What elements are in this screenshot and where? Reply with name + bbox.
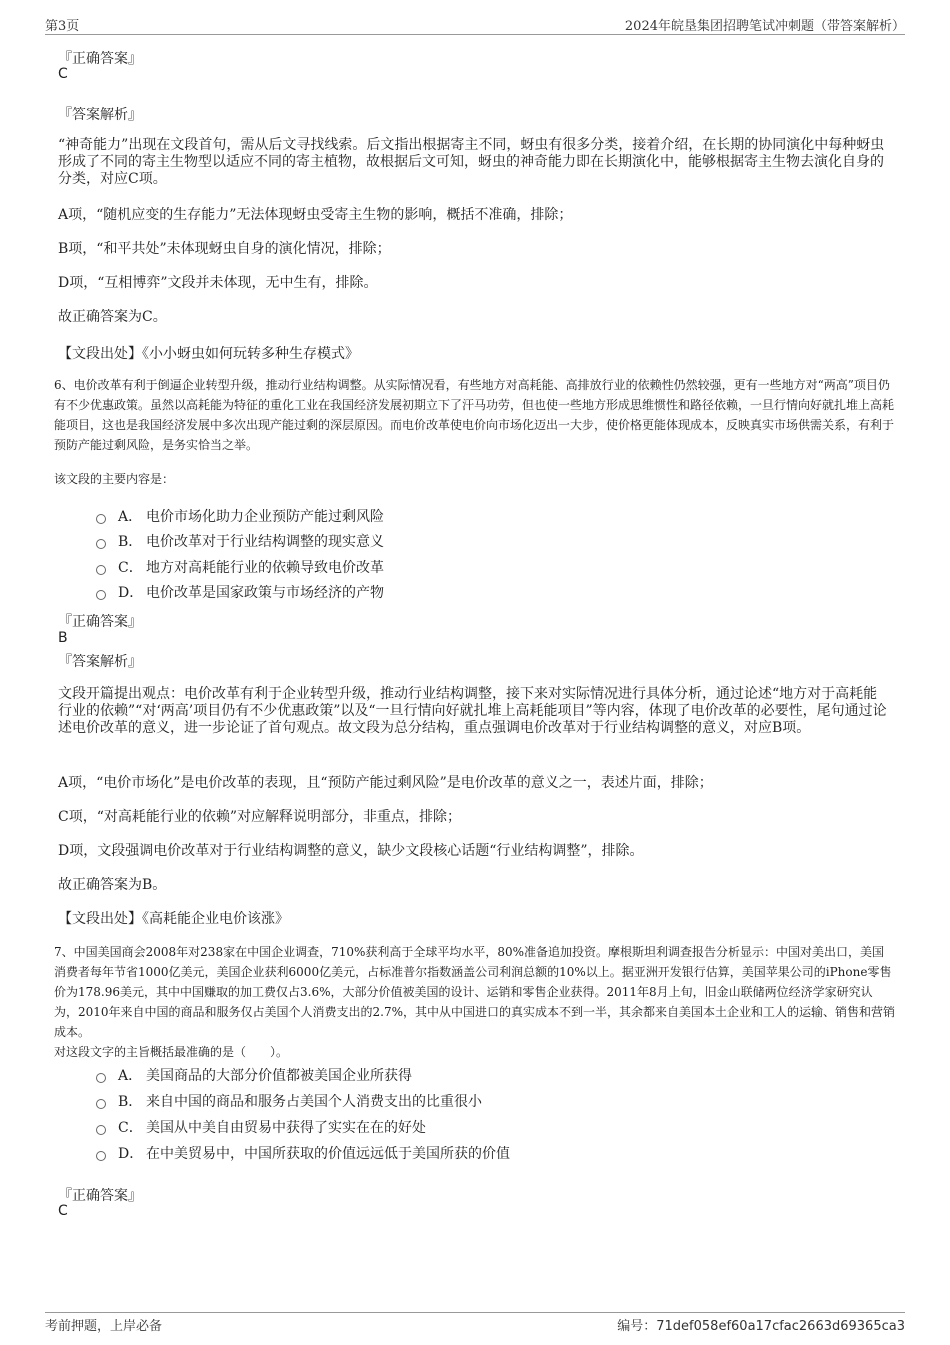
option-letter: C． (118, 560, 143, 576)
option-text: 美国商品的大部分价值都被美国企业所获得 (146, 1068, 412, 1084)
q6-answer: B (58, 630, 68, 646)
code-label: 编号： (617, 1319, 657, 1334)
option-letter: C． (118, 1120, 143, 1136)
q7-option-b[interactable] (96, 1092, 482, 1110)
option-text: 在中美贸易中，中国所获取的价值远远低于美国所获的价值 (146, 1146, 510, 1162)
q5-analysis-d: D项，“互相博弈”文段并未体现，无中生有，排除。 (58, 275, 378, 291)
option-text: 电价改革是国家政策与市场经济的产物 (146, 585, 384, 601)
option-text: 电价市场化助力企业预防产能过剩风险 (146, 509, 384, 525)
option-text: 地方对高耗能行业的依赖导致电价改革 (146, 560, 384, 576)
option-letter: D． (118, 585, 144, 601)
page-header (45, 14, 905, 35)
q6-option-a[interactable] (96, 507, 384, 525)
radio-icon[interactable] (96, 565, 106, 575)
q6-source: 【文段出处】《高耗能企业电价该涨》 (58, 911, 289, 927)
q7-option-c[interactable] (96, 1118, 426, 1136)
option-text: 电价改革对于行业结构调整的现实意义 (146, 534, 384, 550)
code-value: 71def058ef60a17cfac2663d69365ca3 (656, 1319, 905, 1334)
radio-icon[interactable] (96, 539, 106, 549)
q6-analysis-conclusion: 故正确答案为B。 (58, 877, 167, 893)
q6-analysis-label: 『答案解析』 (58, 654, 142, 670)
q6-option-d[interactable] (96, 583, 384, 601)
q6-option-b[interactable] (96, 532, 384, 550)
q5-analysis-main: “神奇能力”出现在文段首句，需从后文寻找线索。后文指出根据寄主不同，蚜虫有很多分类，接着介绍，在长期的协同演化中每种蚜虫形成了不同的寄主生物型以适应不同的寄主植物，故根据后文可知，蚜虫的神奇能力即在长期演化中，能够根据寄主生物去演化自身的分类，对应C项。 (58, 137, 885, 187)
q5-analysis-b: B项，“和平共处”未体现蚜虫自身的演化情况，排除； (58, 241, 391, 257)
q6-question: 6、电价改革有利于倒逼企业转型升级，推动行业结构调整。从实际情况看，有些地方对高耗能、高排放行业的依赖性仍然较强，更有一些地方对“两高”项目仍有不少优惠政策。虽然以高耗能为特征的重化工业在我国经济发展初期立下了汗马功劳，但也使一些地方形成思维惯性和路径依赖，一旦行情向好就扎堆上高耗能项目，这也是我国经济发展中多次出现产能过剩的深层原因。而电价改革使电价向市场化迈出一大步，使价格更能体现成本，反映真实市场供需关系，有利于预防产能过剩风险，是务实恰当之举。 (54, 378, 895, 452)
option-letter: B． (118, 1094, 143, 1110)
radio-icon[interactable] (96, 1125, 106, 1135)
q6-analysis-main: 文段开篇提出观点：电价改革有利于企业转型升级，推动行业结构调整，接下来对实际情况进行具体分析，通过论述“地方对于高耗能行业的依赖”“对‘两高’项目仍有不少优惠政策”以及“一旦行情向好就扎堆上高耗能项目”等内容，体现了电价改革的必要性，尾句通过论述电价改革的意义，进一步论证了首句观点。故文段为总分结构，重点强调电价改革对于行业结构调整的意义，对应B项。 (58, 686, 887, 736)
q5-source: 【文段出处】《小小蚜虫如何玩转多种生存模式》 (58, 346, 359, 362)
page-number: 第3页 (45, 19, 80, 34)
q7-question: 7、中国美国商会2008年对238家在中国企业调查，710%获利高于全球平均水平，80%准备追加投资。摩根斯坦利调查报告分析显示：中国对美出口，美国消费者每年节省1000亿美元，美国企业获利6000亿美元，占标准普尔指数涵盖公司利润总额的10%以上。据亚洲开发银行估算，美国苹果公司的iPhone零售价为178.96美元，其中中国赚取的加工费仅占3.6%，大部分价值被美国的设计、运销和零售企业获得。2011年8月上旬，旧金山联储两位经济学家研究认为，2010年来自中国的商品和服务仅占美国个人消费支出的2.7%，其中从中国进口的真实成本不到一半，其余都来自美国本土企业和工人的运输、销售和营销成本。 (54, 945, 896, 1039)
option-letter: A． (118, 1068, 143, 1084)
q7-option-a[interactable] (96, 1066, 412, 1084)
footer-slogan: 考前押题，上岸必备 (45, 1319, 163, 1334)
option-letter: B． (118, 534, 143, 550)
page-footer (45, 1312, 905, 1335)
q6-prompt: 该文段的主要内容是： (54, 472, 175, 486)
option-text: 来自中国的商品和服务占美国个人消费支出的比重很小 (146, 1094, 482, 1110)
q5-analysis-a: A项，“随机应变的生存能力”无法体现蚜虫受寄主生物的影响，概括不准确，排除； (58, 207, 573, 223)
q5-analysis-label: 『答案解析』 (58, 107, 142, 123)
radio-icon[interactable] (96, 1099, 106, 1109)
q5-answer: C (58, 66, 68, 82)
radio-icon[interactable] (96, 590, 106, 600)
radio-icon[interactable] (96, 1073, 106, 1083)
q6-option-c[interactable] (96, 558, 384, 576)
option-text: 美国从中美自由贸易中获得了实实在在的好处 (146, 1120, 426, 1136)
q6-analysis-c: C项，“对高耗能行业的依赖”对应解释说明部分，非重点，排除； (58, 809, 462, 825)
q5-answer-label: 『正确答案』 (58, 51, 142, 67)
q6-analysis-d: D项，文段强调电价改革对于行业结构调整的意义，缺少文段核心话题“行业结构调整”，排除。 (58, 843, 644, 859)
q6-answer-label: 『正确答案』 (58, 614, 142, 630)
radio-icon[interactable] (96, 514, 106, 524)
document-title: 2024年皖垦集团招聘笔试冲刺题（带答案解析） (624, 19, 905, 34)
q7-option-d[interactable] (96, 1144, 510, 1162)
q6-analysis-a: A项，“电价市场化”是电价改革的表现，且“预防产能过剩风险”是电价改革的意义之一，表述片面，排除； (58, 775, 713, 791)
q7-answer: C (58, 1203, 68, 1219)
option-letter: D． (118, 1146, 144, 1162)
option-letter: A． (118, 509, 143, 525)
q5-analysis-conclusion: 故正确答案为C。 (58, 309, 167, 325)
radio-icon[interactable] (96, 1151, 106, 1161)
document-code (617, 1315, 905, 1334)
q7-prompt: 对这段文字的主旨概括最准确的是（ ）。 (54, 1045, 289, 1059)
q7-answer-label: 『正确答案』 (58, 1188, 142, 1204)
